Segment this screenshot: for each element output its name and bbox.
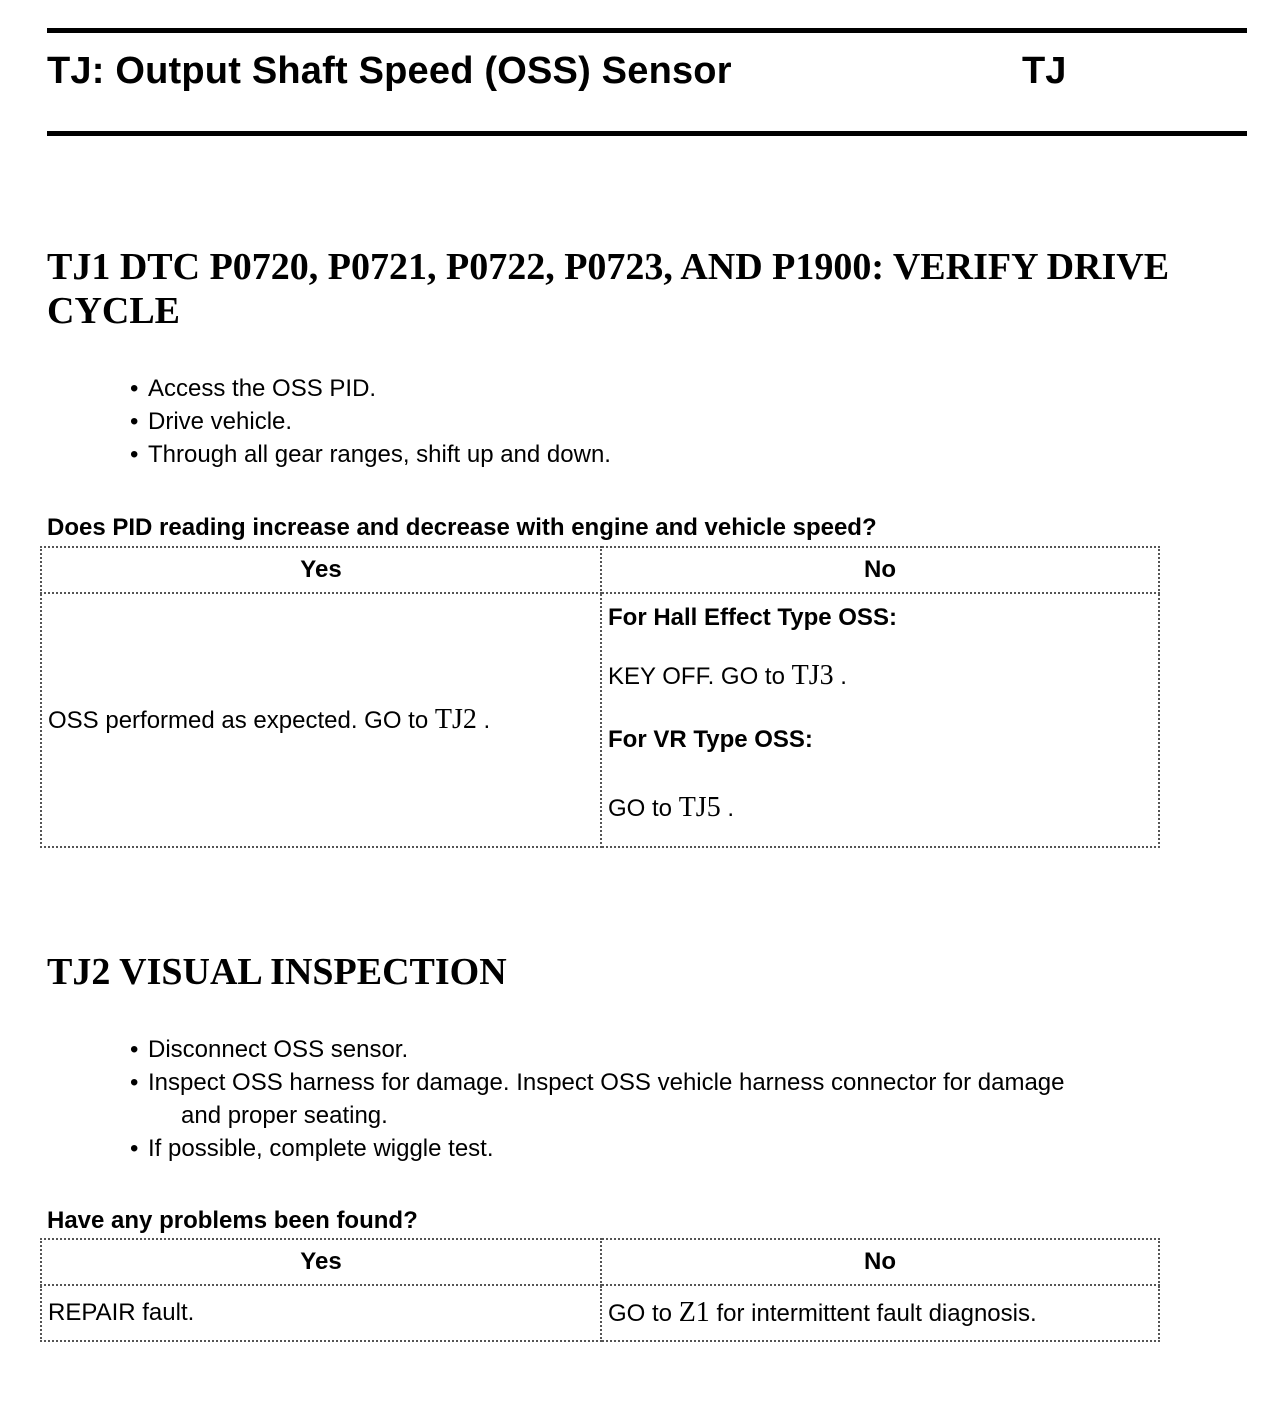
hall-effect-instruction: KEY OFF. GO to TJ3 . [608,660,847,691]
yes-cell: REPAIR fault. [41,1285,601,1341]
step-tj2-result-table [40,1238,1160,1342]
list-item: • Disconnect OSS sensor. [130,1036,409,1063]
list-item: • Access the OSS PID. [130,375,377,402]
vr-type-label: For VR Type OSS: [608,726,813,753]
list-item: • Through all gear ranges, shift up and down. [130,441,611,468]
page-title: TJ: Output Shaft Speed (OSS) Sensor [47,50,732,92]
yes-column-header: Yes [41,1239,601,1285]
no-column-header: No [601,1239,1159,1285]
section-code: TJ [1022,50,1067,92]
title-underline-rule [47,131,1247,136]
step-tj2-bullet-list [130,1033,1240,1165]
link-tj5[interactable]: TJ5 [678,792,721,823]
link-tj2[interactable]: TJ2 [434,704,477,735]
list-item: • Inspect OSS harness for damage. Inspect OSS vehicle harness connector for damage [130,1069,1065,1096]
step-tj1-title: TJ1 DTC P0720, P0721, P0722, P0723, AND P1900: VERIFY DRIVE CYCLE [47,246,1170,332]
step-tj1-result-table [40,546,1160,848]
yes-column-header: Yes [41,547,601,593]
link-tj3[interactable]: TJ3 [791,660,834,691]
no-cell [601,593,1159,847]
link-z1[interactable]: Z1 [678,1297,710,1328]
list-item-continuation: and proper seating. [181,1102,388,1129]
step-tj2-title: TJ2 VISUAL INSPECTION [47,951,507,993]
list-item: • Drive vehicle. [130,408,293,435]
step-tj2-question: Have any problems been found? [47,1207,418,1234]
vr-type-instruction: GO to TJ5 . [608,792,735,823]
no-column-header: No [601,547,1159,593]
top-rule [47,28,1247,33]
hall-effect-label: For Hall Effect Type OSS: [608,604,897,631]
step-tj1-question: Does PID reading increase and decrease with engine and vehicle speed? [47,514,877,541]
yes-cell: OSS performed as expected. GO to TJ2 . [41,593,601,847]
list-item: • If possible, complete wiggle test. [130,1135,494,1162]
no-cell: GO to Z1 for intermittent fault diagnosis. [601,1285,1159,1341]
step-tj1-bullet-list [130,372,1240,471]
